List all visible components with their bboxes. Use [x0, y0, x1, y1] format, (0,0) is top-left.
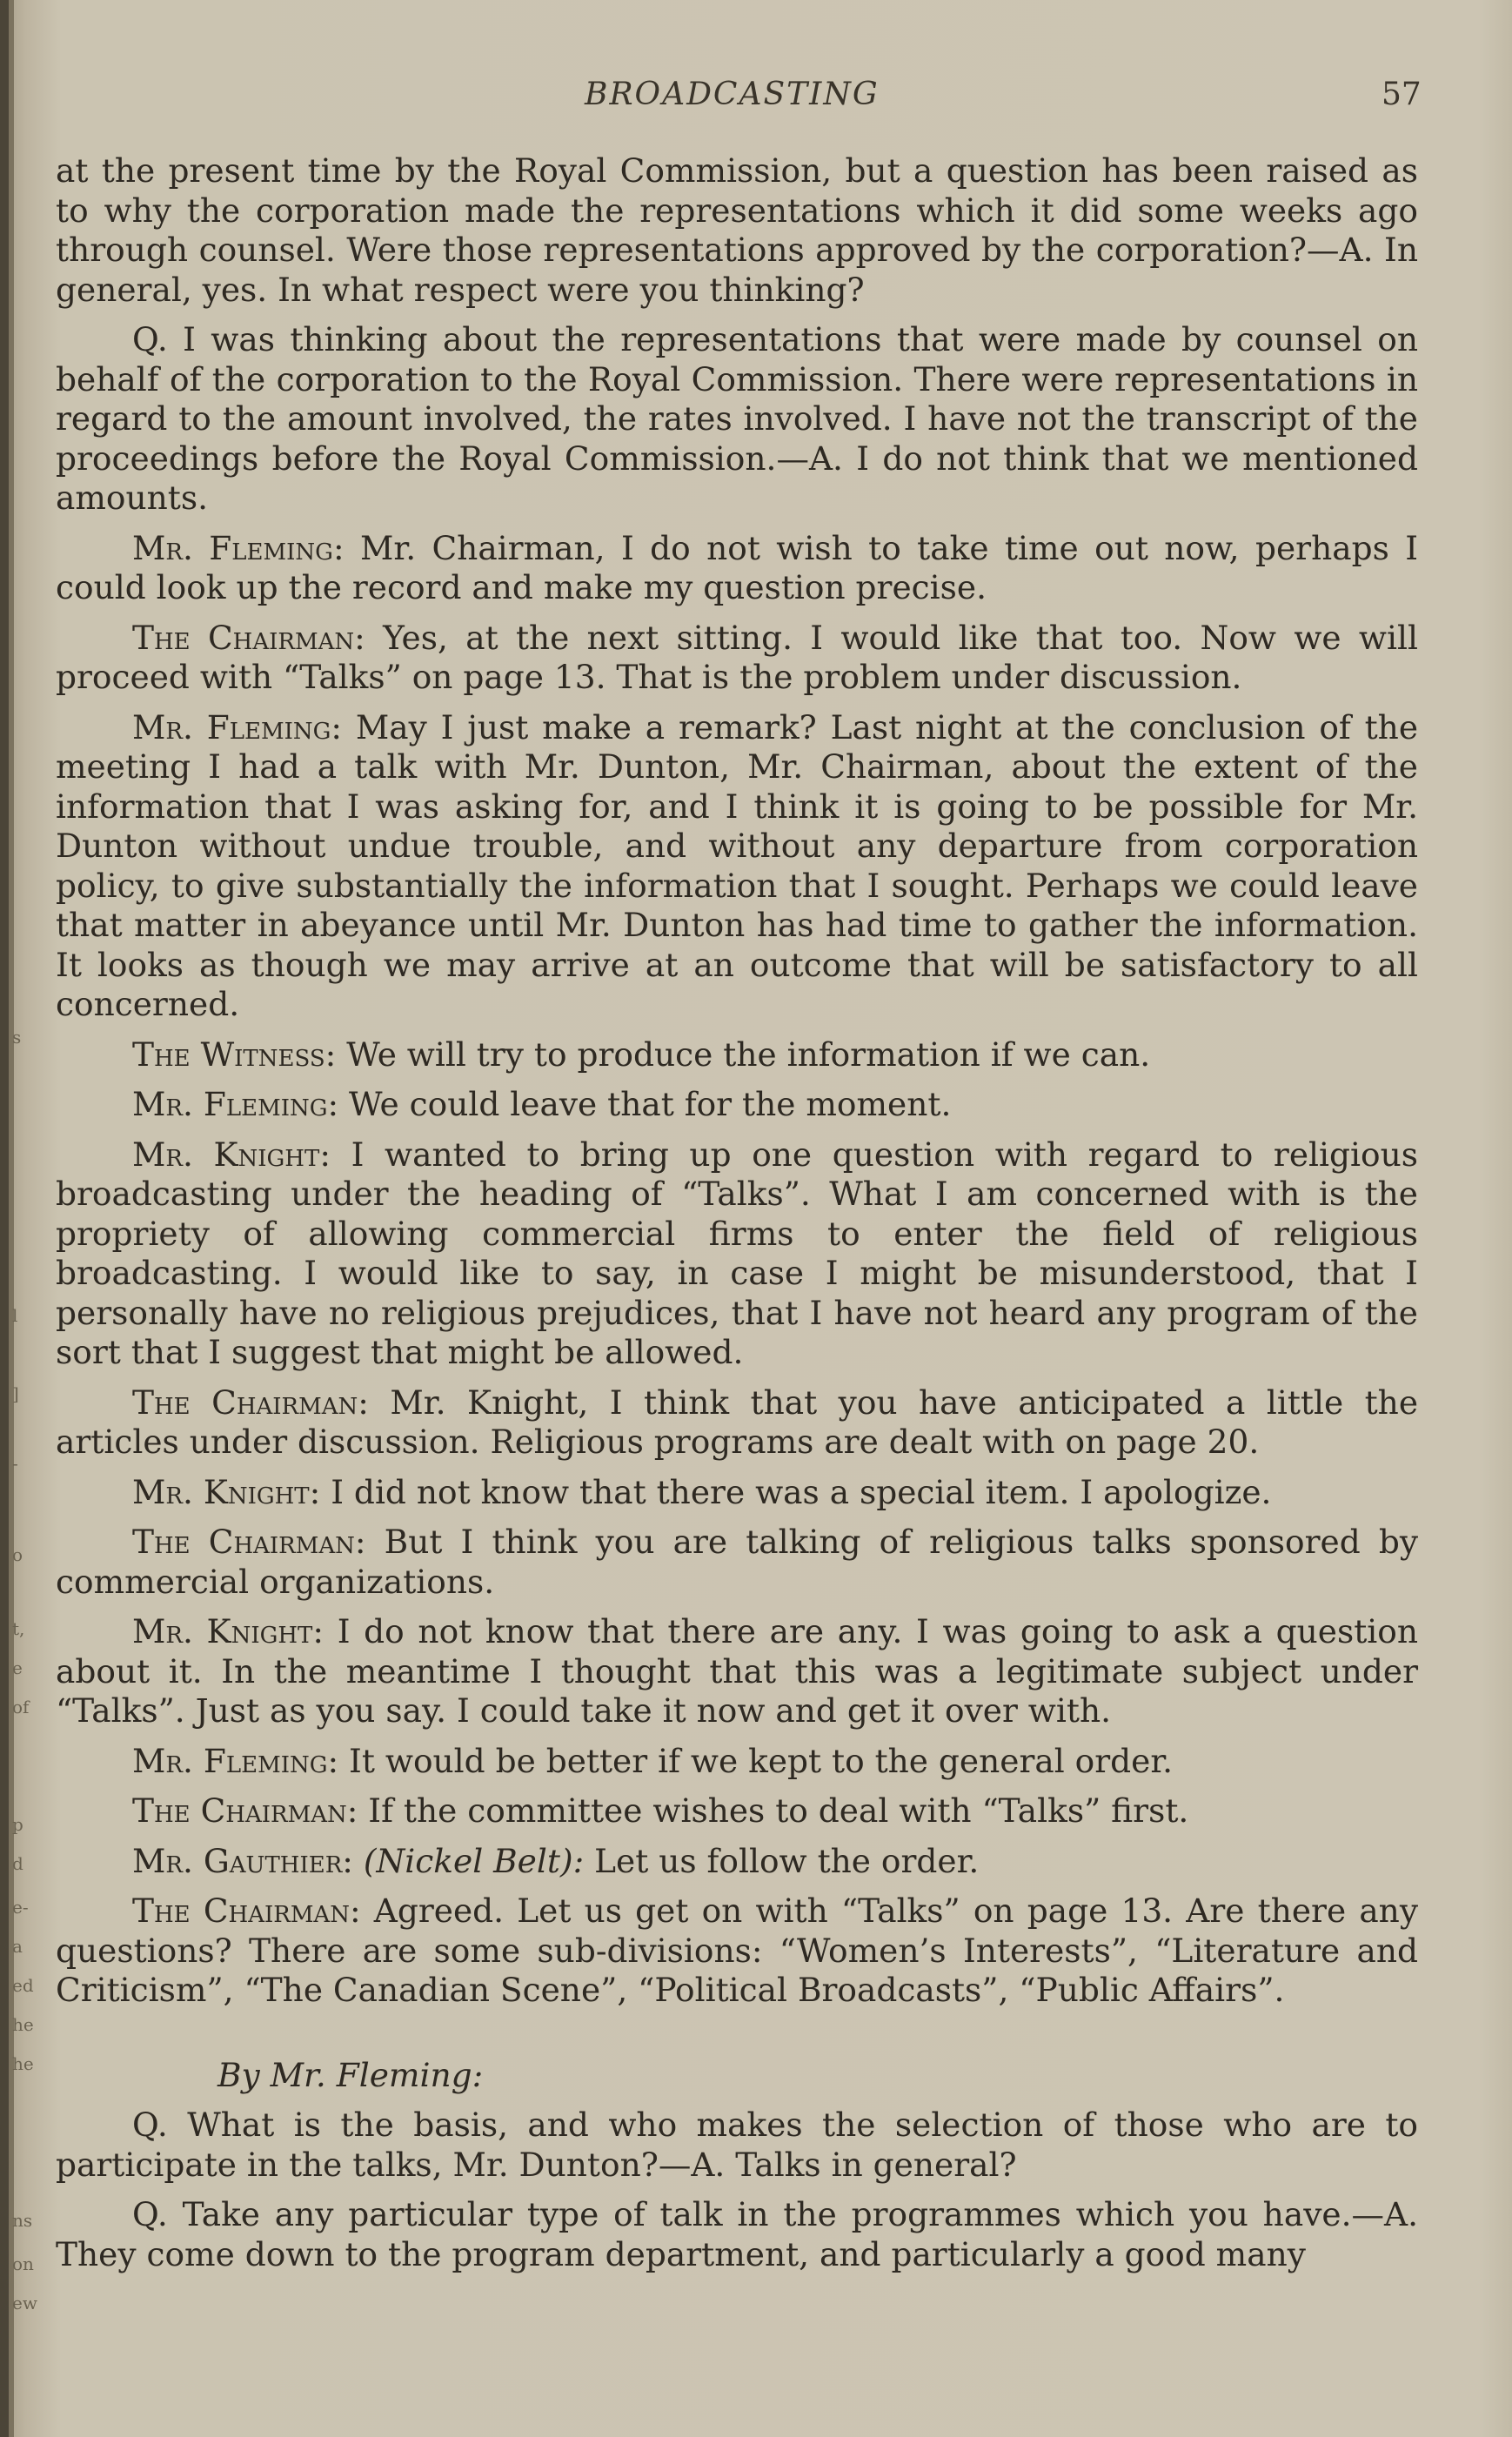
margin-fragment: ew [12, 2293, 37, 2313]
paragraph: The Chairman: If the committee wishes to deal with “Talks” first. [132, 1791, 1189, 1830]
margin-fragment: he [12, 2053, 34, 2074]
margin-fragment: a [12, 1936, 23, 1957]
margin-fragment: d [12, 1853, 23, 1874]
speaker: The Chairman: [132, 1891, 361, 1930]
speaker: Mr. Gauthier: [132, 1841, 353, 1880]
paragraph: The Witness: We will try to produce the information if we can. [132, 1034, 1151, 1074]
margin-fragment: he [12, 2014, 34, 2035]
margin-fragment: ns [12, 2210, 33, 2231]
margin-fragment: p [12, 1814, 23, 1835]
margin-fragment: - [12, 1453, 18, 1474]
paragraph: Mr. Knight: I wanted to bring up one question with regard to religious broadcasting under the heading of “Talks”. What I am concerned with is the propriety of allowing commercial firms to enter the field of religious broadcasting. I would like to say, in case I might be misunderstood, that I personally have no religious prejudices, that I have not heard any program of the sort that I suggest that might be allowed. [56, 1135, 1418, 1371]
paragraph: Mr. Gauthier: (Nickel Belt): Let us follow the order. [132, 1841, 980, 1880]
margin-fragment: t, [12, 1618, 25, 1639]
paragraph: Q. Take any particular type of talk in the programmes which you have.—A. They come down to the program department, and particularly a good many [56, 2195, 1418, 2273]
speaker: Mr. Fleming: [132, 707, 343, 746]
paragraph: Mr. Knight: I do not know that there are any. I was going to ask a question about it. In the meantime I thought that this was a legitimate subject under “Talks”. Just as you say. I could take it now and get it over with. [56, 1612, 1418, 1730]
paragraph: Mr. Fleming: May I just make a remark? Last night at the conclusion of the meeting I had a talk with Mr. Dunton, Mr. Chairman, about the extent of the information that I was asking for, and I think it is going to be possible for Mr. Dunton without undue trouble, and without any departure from corporation policy, to give substantially the information that I sought. Perhaps we could leave that matter in abeyance until Mr. Dunton has had time to gather the information. It looks as though we may arrive at an outcome that will be satisfactory to all concerned. [56, 707, 1419, 1023]
speaker: The Chairman: [132, 1383, 369, 1422]
speaker: The Chairman: [132, 1791, 358, 1830]
margin-fragment: l [12, 1305, 18, 1326]
margin-fragment: e- [12, 1897, 29, 1918]
margin-fragment: ed [12, 1975, 34, 1996]
paragraph: The Chairman: Mr. Knight, I think that you have anticipated a little the articles under discussion. Religious programs are dealt with on page 20. [56, 1383, 1419, 1461]
speaker: Mr. Knight: [132, 1135, 331, 1174]
running-head [0, 77, 1512, 117]
speaker: Mr. Fleming: [132, 1085, 339, 1123]
speaker: Mr. Knight: [132, 1612, 324, 1650]
paragraph: Q. What is the basis, and who makes the selection of those who are to participate in the talks, Mr. Dunton?—A. Talks in general? [56, 2106, 1418, 2184]
page-number: 57 [1382, 77, 1422, 112]
left-margin-fragments [0, 0, 35, 2437]
body-text [56, 151, 1418, 2285]
riding: (Nickel Belt): [363, 1841, 585, 1880]
paragraph: Mr. Fleming: Mr. Chairman, I do not wish to take time out now, perhaps I could look up the record and make my question precise. [56, 528, 1419, 606]
margin-fragment: e [12, 1657, 23, 1678]
paragraph: Mr. Knight: I did not know that there was a special item. I apologize. [132, 1472, 1272, 1511]
speaker: The Witness: [132, 1034, 337, 1074]
margin-fragment: of [12, 1697, 30, 1717]
paragraph: Q. I was thinking about the representations that were made by counsel on behalf of the corporation to the Royal Commission. There were representations in regard to the amount involved, the rates involved. I have not the transcript of the proceedings before the Royal Commission.—A. I do not think that we mentioned amounts. [56, 320, 1418, 517]
paragraph: The Chairman: But I think you are talking of religious talks sponsored by commercial organizations. [56, 1523, 1419, 1601]
paragraph: at the present time by the Royal Commission, but a question has been raised as to why the corporation made the representations which it did some weeks ago through counsel. Were those representations approved by the corporation?—A. In general, yes. In what respect were you thinking? [56, 151, 1418, 309]
speaker: The Chairman: [132, 618, 365, 657]
margin-fragment: on [12, 2253, 34, 2274]
running-head-title: BROADCASTING [585, 77, 880, 112]
paragraph: Mr. Fleming: It would be better if we kept to the general order. [132, 1741, 1174, 1780]
byline: By Mr. Fleming: [217, 2055, 484, 2094]
margin-fragment: s [12, 1027, 22, 1048]
speaker: The Chairman: [132, 1523, 366, 1561]
margin-fragment: o [12, 1544, 23, 1565]
speaker: Mr. Fleming: [132, 528, 345, 567]
margin-fragment: ] [12, 1383, 19, 1404]
paragraph: Mr. Fleming: We could leave that for the moment. [132, 1085, 952, 1123]
paragraph: The Chairman: Agreed. Let us get on with “Talks” on page 13. Are there any questions? There are some sub-divisions: “Women’s Interests”, “Literature and Criticism”, “The Canadian Scene”, “Political Broadcasts”, “Public Affairs”. [56, 1891, 1419, 2009]
paragraph: The Chairman: Yes, at the next sitting. I would like that too. Now we will proceed with “Talks” on page 13. That is the problem under discussion. [56, 618, 1418, 696]
speaker: Mr. Fleming: [132, 1741, 339, 1780]
speaker: Mr. Knight: [132, 1472, 321, 1511]
